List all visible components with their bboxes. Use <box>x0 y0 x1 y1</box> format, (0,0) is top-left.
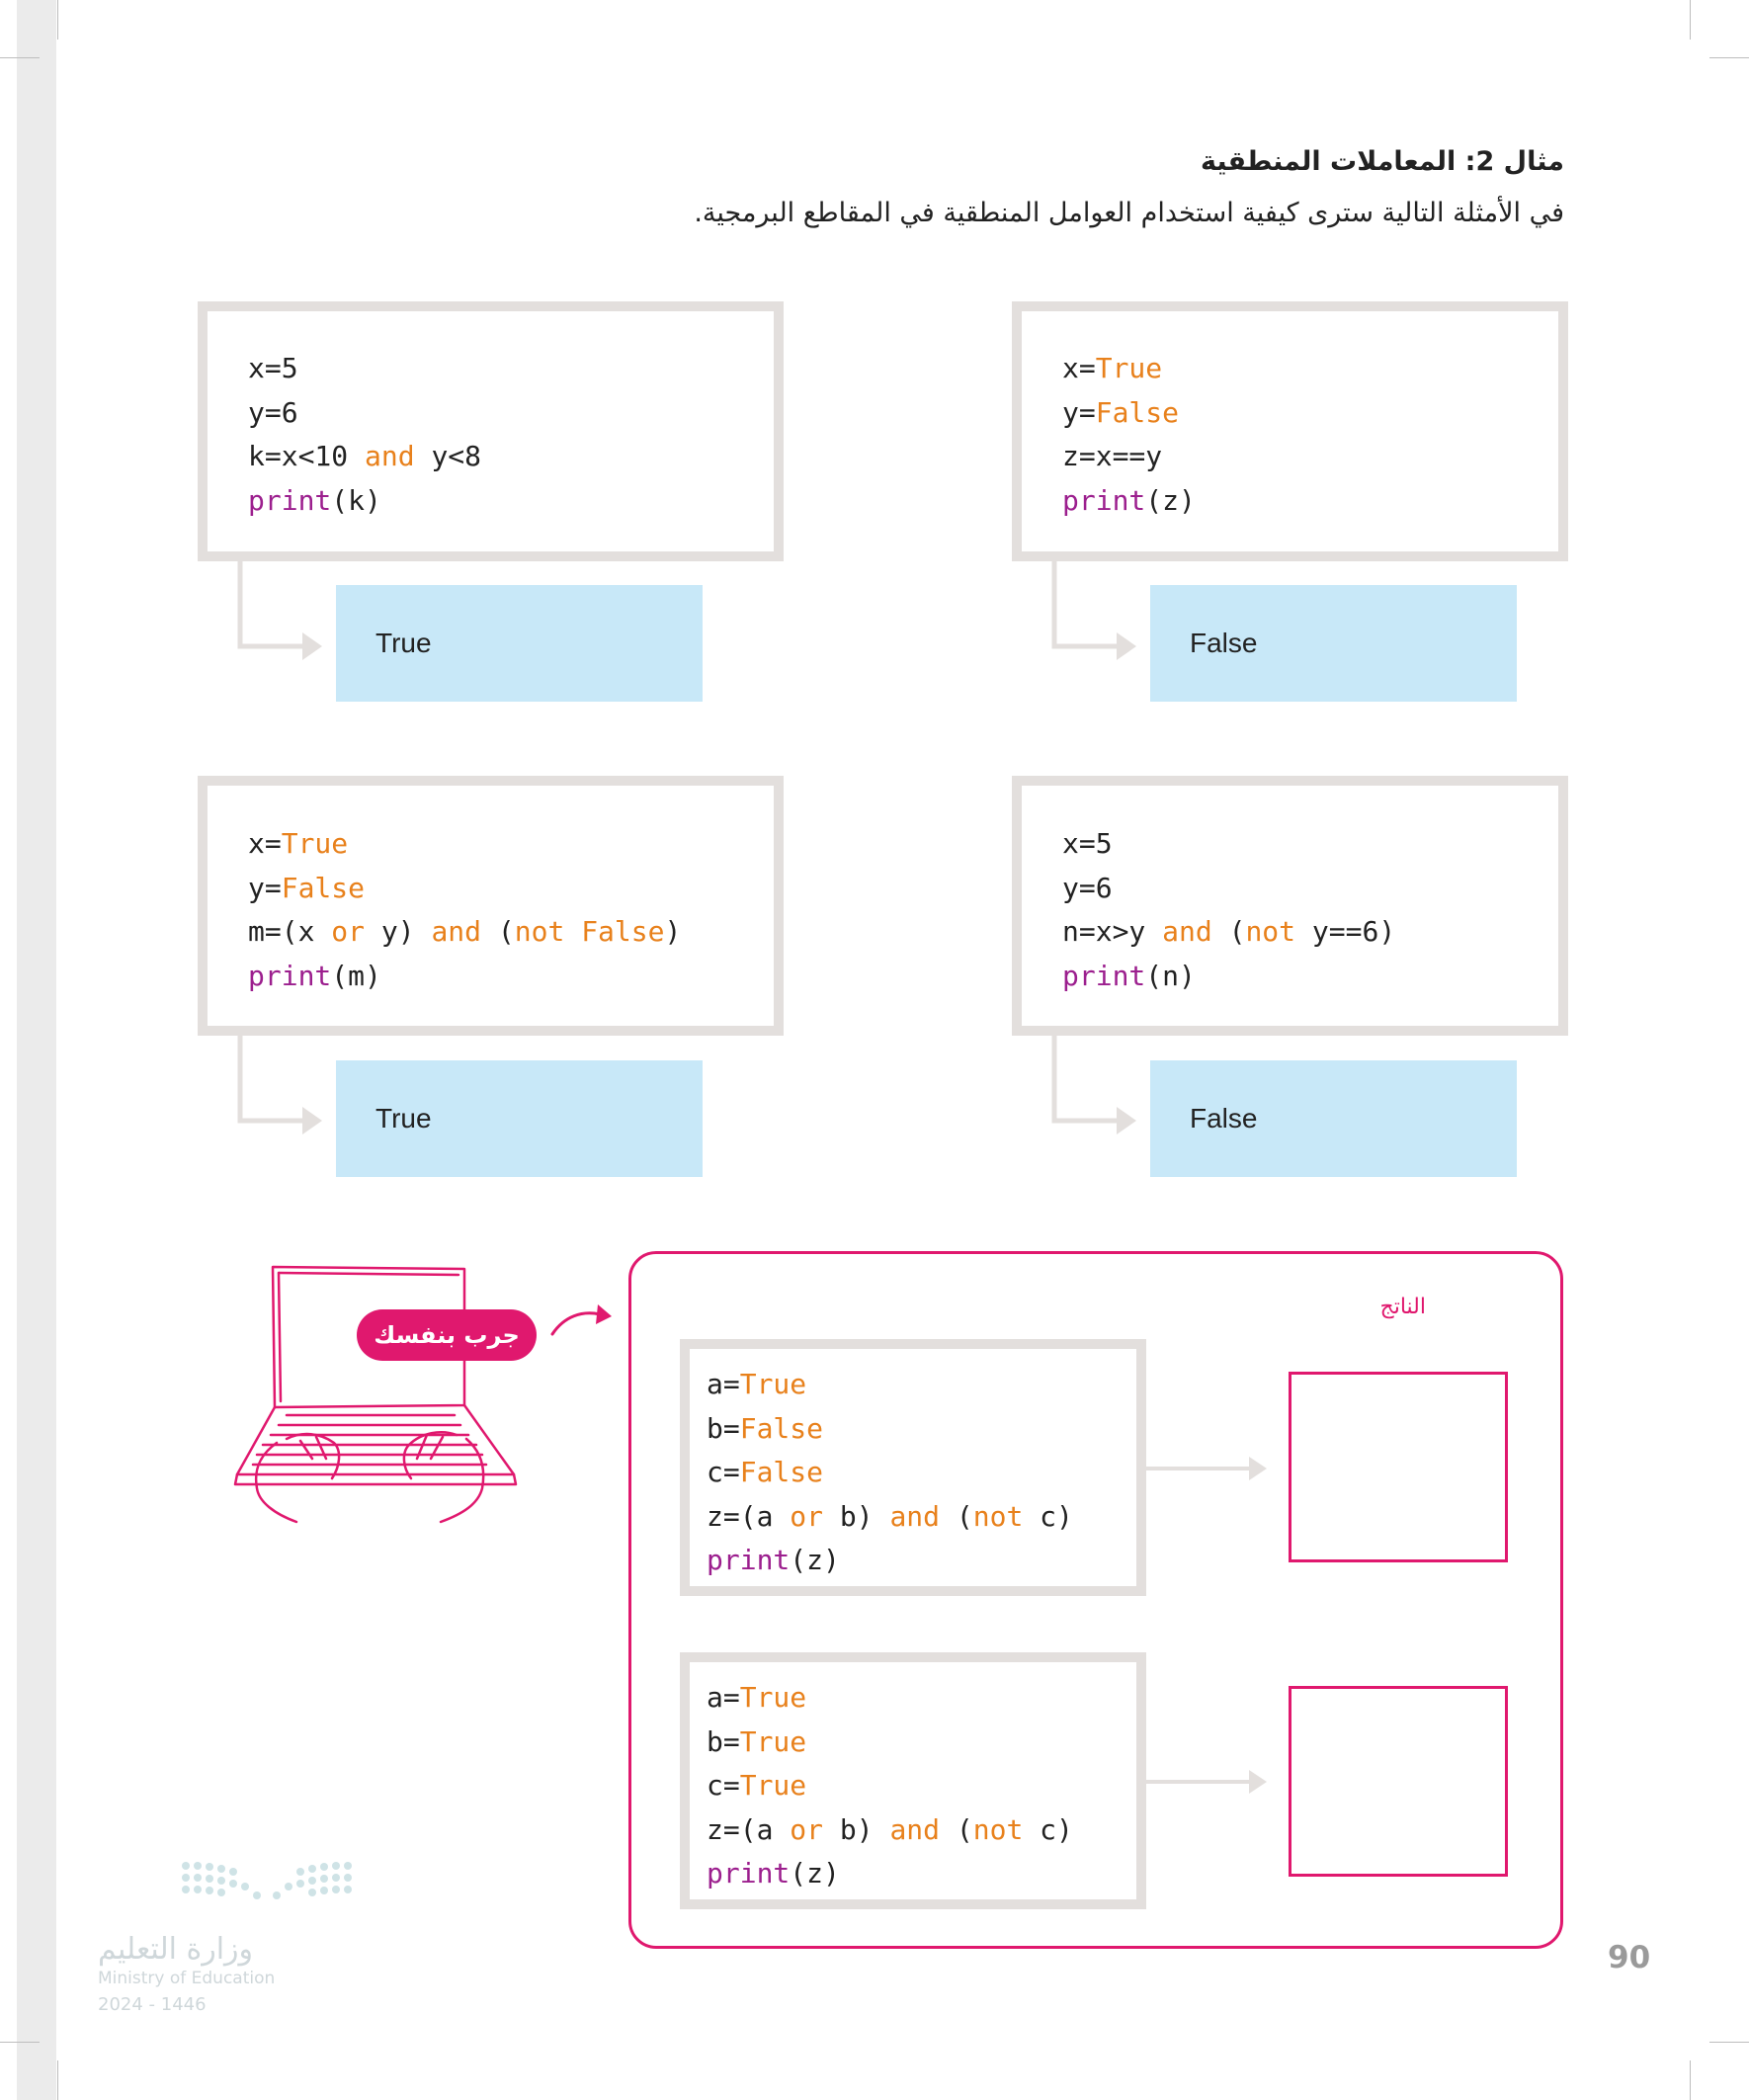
exercise-arrows <box>1146 1364 1275 1808</box>
arrow-connector-3 <box>240 1036 306 1121</box>
code-line <box>707 1495 1073 1540</box>
code-token: print <box>1062 959 1146 992</box>
code-line <box>707 1539 1073 1583</box>
code-token: b= <box>707 1724 740 1758</box>
arrow-head-4 <box>1117 1107 1136 1134</box>
code-token: c) <box>1023 1499 1073 1533</box>
exercise-code-1 <box>707 1363 1073 1583</box>
code-token: True <box>739 1724 807 1758</box>
code-token: not <box>972 1499 1024 1533</box>
code-line <box>707 1721 1073 1765</box>
code-token: False <box>739 1411 824 1445</box>
arrow-connector-2 <box>1054 561 1121 646</box>
output-value: False <box>1190 1103 1258 1134</box>
code-token: False <box>1095 395 1180 429</box>
code-token: y) <box>365 915 432 948</box>
code-token: False <box>739 1456 824 1488</box>
code-token: and <box>431 915 482 948</box>
code-token: or <box>790 1499 824 1533</box>
code-line <box>707 1808 1073 1853</box>
crop-mark <box>1690 2060 1691 2100</box>
laptop-typing-illustration <box>217 1255 524 1542</box>
code-token: True <box>1095 352 1163 384</box>
code-token: y<8 <box>414 440 482 472</box>
code-token: (z) <box>1145 483 1196 517</box>
code-token: (n) <box>1145 959 1196 992</box>
code-token: and <box>889 1499 941 1533</box>
ministry-logo-icon <box>178 1858 356 1907</box>
output-value: True <box>375 628 432 658</box>
crop-mark <box>1709 2042 1749 2043</box>
ministry-name-arabic: وزارة التعليم <box>98 1932 254 1967</box>
code-token: y=6 <box>248 395 298 429</box>
code-token: not <box>514 915 565 948</box>
code-token: y==6) <box>1295 915 1396 948</box>
code-token: not <box>1245 915 1296 948</box>
code-token: (m) <box>331 959 381 992</box>
code-token: ) <box>664 915 682 948</box>
crop-mark <box>0 2042 40 2043</box>
code-token: y=6 <box>1062 871 1113 904</box>
code-token: c= <box>707 1769 740 1802</box>
code-token: print <box>248 959 332 992</box>
code-line <box>707 1451 1073 1495</box>
code-token: y= <box>248 871 282 904</box>
arrow-head-2 <box>1117 632 1136 660</box>
code-token: ( <box>1211 915 1246 948</box>
arrow-connector-4 <box>1054 1036 1121 1121</box>
code-token: z=(a <box>707 1499 791 1533</box>
output-label: الناتج <box>1379 1295 1426 1319</box>
code-token: and <box>889 1812 941 1846</box>
code-line <box>707 1676 1073 1721</box>
code-token: True <box>281 827 349 860</box>
code-token: print <box>248 483 332 517</box>
code-token: b= <box>707 1411 740 1445</box>
code-token: (z) <box>790 1544 840 1576</box>
code-line <box>707 1363 1073 1407</box>
code-token: x= <box>248 827 282 860</box>
code-token: y= <box>1062 395 1096 429</box>
exercise-answer-box-2[interactable] <box>1289 1686 1508 1877</box>
code-token: and <box>365 440 415 472</box>
code-token: x= <box>1062 352 1096 384</box>
code-token: False <box>581 915 665 948</box>
code-token: ( <box>940 1499 973 1533</box>
code-token: (k) <box>331 483 381 517</box>
output-value: False <box>1190 628 1258 658</box>
intro-text: في الأمثلة التالية سترى كيفية استخدام العوامل المنطقية في المقاطع البرمجية. <box>694 198 1564 228</box>
code-token: True <box>739 1681 807 1714</box>
code-line <box>707 1852 1073 1896</box>
code-token: or <box>790 1812 824 1846</box>
arrow-head-3 <box>302 1107 322 1134</box>
code-token: z=(a <box>707 1812 791 1846</box>
try-it-arrow-icon <box>548 1295 618 1344</box>
code-token: k=x<10 <box>248 440 366 472</box>
code-token: a= <box>707 1368 740 1400</box>
code-token: print <box>1062 483 1146 517</box>
exercise-code-2 <box>707 1676 1073 1896</box>
code-token: True <box>739 1769 807 1802</box>
code-token: m=(x <box>248 915 332 948</box>
code-token: c) <box>1023 1812 1073 1846</box>
example-heading: مثال 2: المعاملات المنطقية <box>1201 146 1564 177</box>
code-token: c= <box>707 1456 740 1488</box>
ministry-name-english: Ministry of Education <box>98 1969 276 1988</box>
arrow-head-1 <box>302 632 322 660</box>
edition-year: 2024 - 1446 <box>98 1994 207 2015</box>
code-token: print <box>707 1857 791 1890</box>
code-token: ( <box>481 915 515 948</box>
output-value: True <box>375 1103 432 1134</box>
try-it-badge: جرب بنفسك <box>357 1309 537 1361</box>
code-token: a= <box>707 1681 740 1714</box>
arrow-connector-1 <box>240 561 306 646</box>
code-line <box>707 1764 1073 1808</box>
crop-mark <box>57 2060 58 2100</box>
code-token: x=5 <box>1062 827 1113 860</box>
code-token: or <box>331 915 366 948</box>
exercise-answer-box-1[interactable] <box>1289 1372 1508 1562</box>
page-number: 90 <box>1608 1940 1651 1975</box>
code-token: not <box>972 1812 1024 1846</box>
code-token: False <box>281 871 366 904</box>
code-token: n=x>y <box>1062 915 1163 948</box>
code-token: z=x==y <box>1062 440 1163 472</box>
code-token: True <box>739 1368 807 1400</box>
code-token: b) <box>823 1812 890 1846</box>
code-token: ( <box>940 1812 973 1846</box>
code-token: b) <box>823 1499 890 1533</box>
code-token: x=5 <box>248 352 298 384</box>
code-token: and <box>1162 915 1212 948</box>
code-line <box>707 1407 1073 1452</box>
code-token: (z) <box>790 1857 840 1890</box>
code-token: print <box>707 1544 791 1576</box>
